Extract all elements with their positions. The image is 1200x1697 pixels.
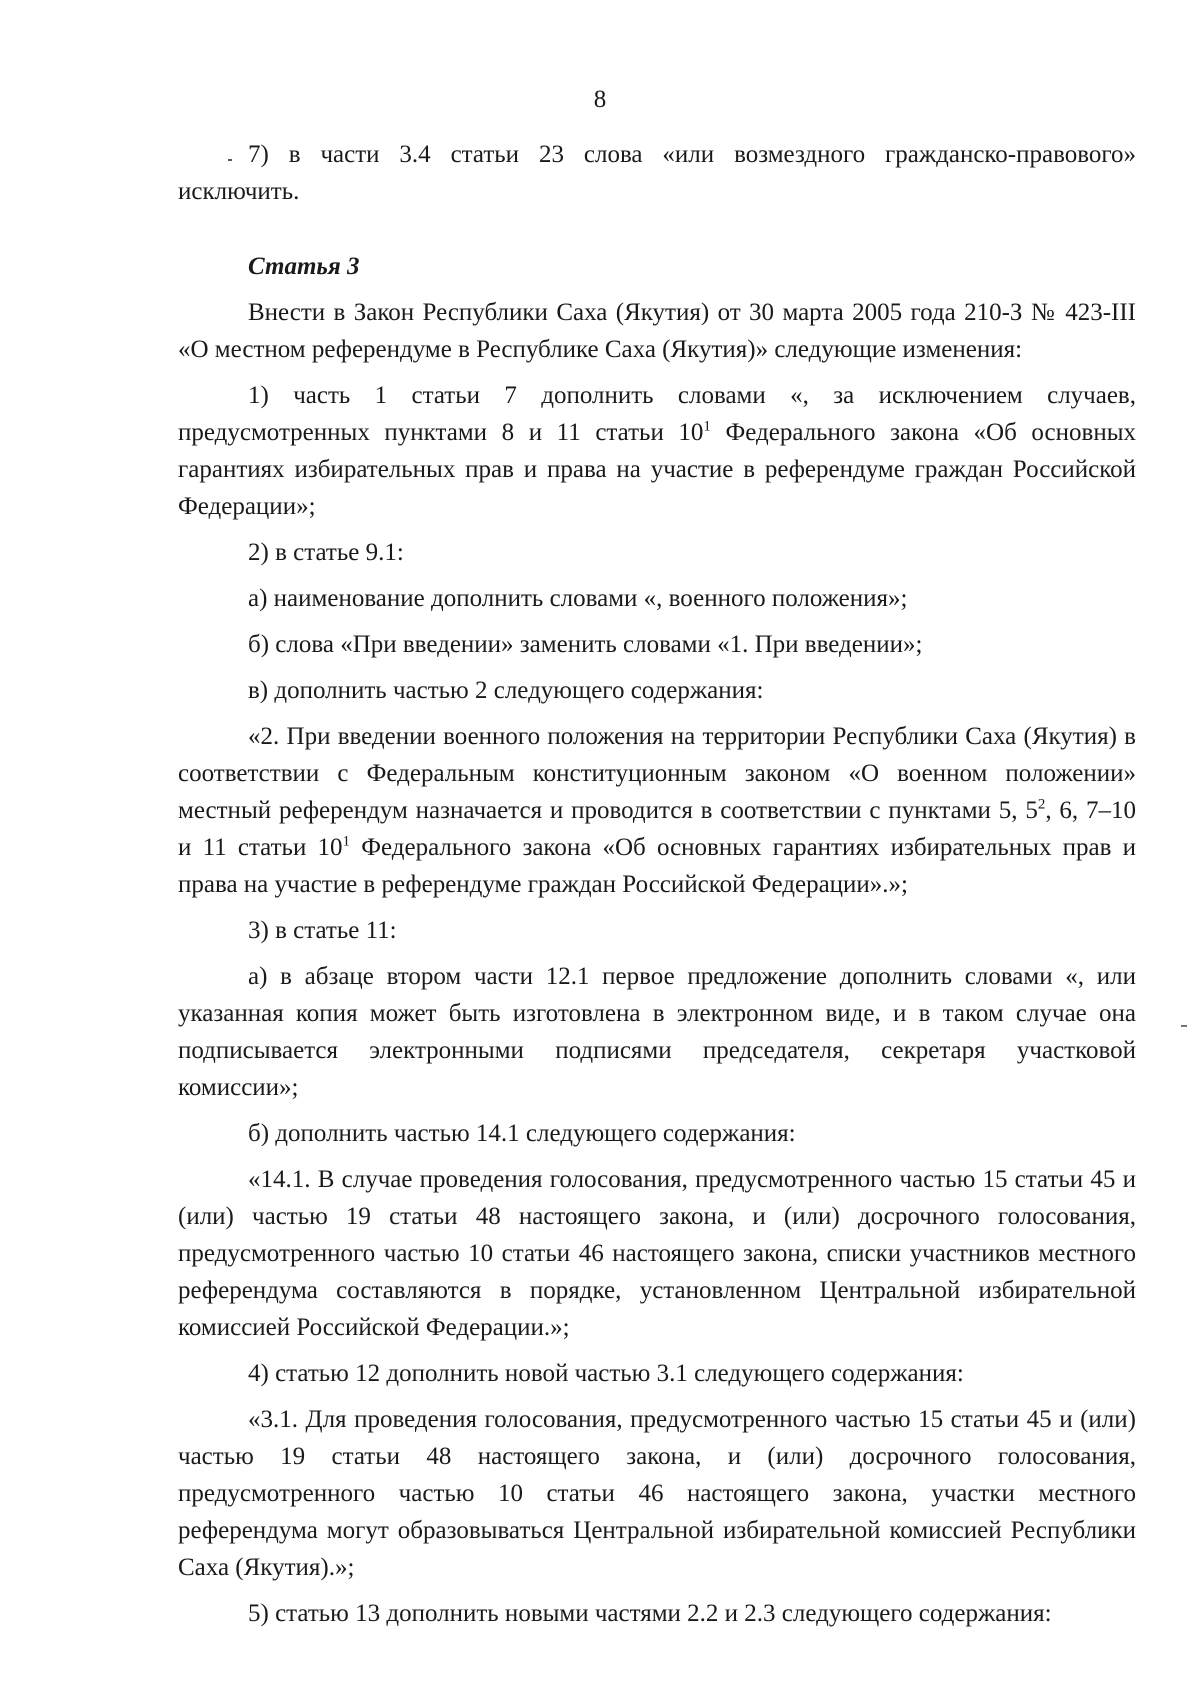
paragraph: 7) в части 3.4 статьи 23 слова «или возмездного гражданско-правового» исключить. [178, 141, 1136, 205]
paragraph: б) дополнить частью 14.1 следующего содержания: [248, 1120, 796, 1147]
paragraph: б) слова «При введении» заменить словами «1. При введении»; [248, 631, 923, 658]
paragraph: «3.1. Для проведения голосования, предусмотренного частью 15 статьи 45 и (или) частью 19 статьи 48 настоящего закона, и (или) досрочного голосования, предусмотренного частью 10 статьи 46 настоящего закона, участки местного референдума могут образовываться Центральной избирательной комиссией Республики Саха (Якутия).»; [178, 1406, 1136, 1581]
paragraph: 2) в статье 9.1: [248, 539, 404, 566]
paragraph-text: Федерального закона «Об основных гарантиях избирательных прав и права на участие в референдуме граждан Российской Федерации»; [178, 419, 1136, 520]
paragraph-text: , 6, 7–10 и 11 статьи 10 [178, 797, 1136, 861]
paragraph [178, 718, 1136, 903]
page-number: 8 [593, 86, 607, 113]
paragraph: 3) в статье 11: [248, 917, 397, 944]
paragraph: 4) статью 12 дополнить новой частью 3.1 следующего содержания: [248, 1360, 964, 1387]
superscript: 1 [703, 418, 711, 435]
paragraph: а) наименование дополнить словами «, военного положения»; [248, 585, 908, 612]
paragraph: в) дополнить частью 2 следующего содержания: [248, 677, 764, 704]
paragraph-text: 1) часть 1 статьи 7 дополнить словами «, за исключением случаев, предусмотренных пунктами 8 и 11 статьи 10 [178, 382, 1136, 446]
paragraph-text: Федерального закона «Об основных гарантиях избирательных прав и права на участие в референдуме граждан Российской Федерации».»; [178, 834, 1136, 898]
paragraph [178, 377, 1136, 525]
paragraph-text: «2. При введении военного положения на территории Республики Саха (Якутия) в соответствии с Федеральным конституционным законом «О военном положении» местный референдум назначается и проводится в соответствии с пунктами 5, 5 [178, 723, 1136, 824]
paragraph: а) в абзаце втором части 12.1 первое предложение дополнить словами «, или указанная копия может быть изготовлена в электронном виде, и в таком случае она подписывается электронными подписями председателя, секретаря участковой комиссии»; [178, 963, 1136, 1101]
article-heading: Статья 3 [248, 253, 360, 280]
paragraph: Внести в Закон Республики Саха (Якутия) от 30 марта 2005 года 210-З № 423-III «О местном референдуме в Республике Саха (Якутия)» следующие изменения: [178, 299, 1136, 363]
paragraph: «14.1. В случае проведения голосования, предусмотренного частью 15 статьи 45 и (или) частью 19 статьи 48 настоящего закона, и (или) досрочного голосования, предусмотренного частью 10 статьи 46 настоящего закона, списки участников местного референдума составляются в порядке, установленном Центральной избирательной комиссией Российской Федерации.»; [178, 1166, 1136, 1341]
superscript: 2 [1037, 796, 1046, 813]
document-body [178, 136, 1136, 1641]
superscript: 1 [342, 833, 351, 850]
paragraph: 5) статью 13 дополнить новыми частями 2.2 и 2.3 следующего содержания: [248, 1600, 1052, 1627]
scan-mark [1181, 1025, 1187, 1027]
